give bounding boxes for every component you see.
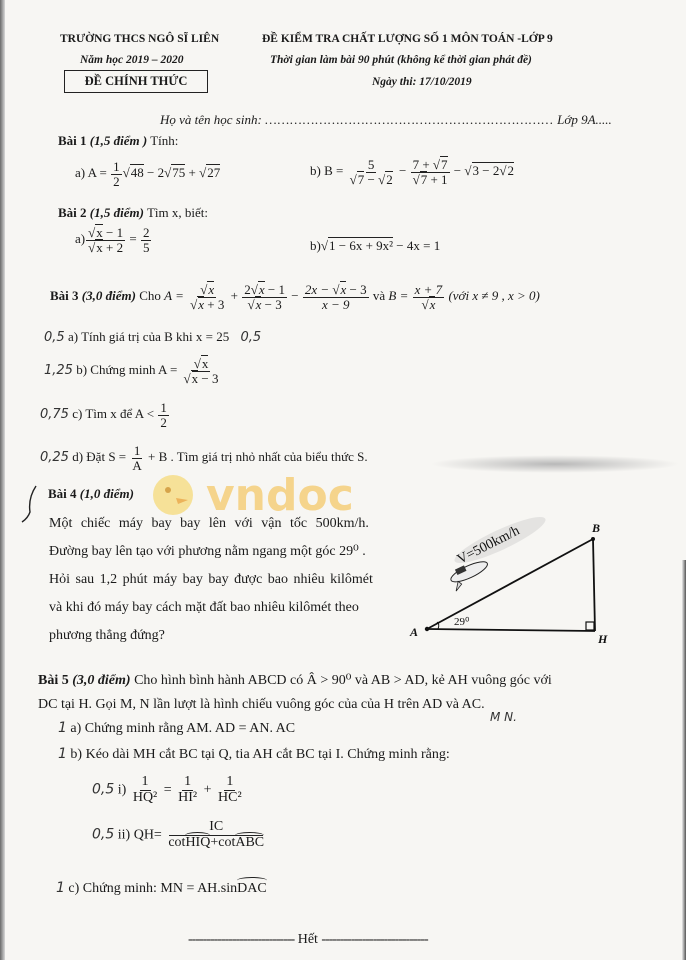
svg-text:V=500km/h: V=500km/h bbox=[455, 523, 523, 568]
handwritten-mn: M N. bbox=[490, 710, 517, 724]
student-name-dots: …………………………………………………………… bbox=[265, 112, 554, 127]
bai2-part-a: a) √ x − 1 √ x + 2 = $\frac{2}{5}$ bbox=[75, 226, 152, 254]
scan-edge-left bbox=[0, 0, 5, 960]
bai5-heading: Bài 5 (3,0 điểm) Cho hình bình hành ABCD có Â > 90⁰ và AB > AD, kẻ AH vuông góc với bbox=[38, 673, 552, 688]
svg-text:H: H bbox=[598, 632, 608, 646]
class-label: Lớp 9A..... bbox=[557, 112, 612, 127]
bai5-part-b-i: 0,5 i) $\frac{1}{\text{HQ²}}$ = $\frac{1}{\text{HI²}}$ + $\frac{1}{\text{HC²}}$ bbox=[92, 774, 242, 805]
svg-text:B: B bbox=[592, 521, 601, 535]
svg-text:vndoc: vndoc bbox=[206, 470, 354, 520]
bai3-heading: Bài 3 (3,0 điểm) Cho A = √ x √ x + 3 + 2 √ x − 1 √ x − 3 − $\frac{2x - √ x - 3}{x - 9}$ và B = x + 7 √ x (với x ≠ 9 , x > 0) bbox=[50, 283, 540, 311]
bai5-part-b-ii: 0,5 ii) QH= $\frac{IC}{\text{cotHIQ+cotABC}}$ bbox=[92, 819, 265, 850]
scan-smudge bbox=[430, 455, 680, 473]
bai1-part-b: b) B = 5 √ 7 − √ 2 − 7 + √ 7 √ 7 + 1 − √ 3 − 2 √ 2 bbox=[310, 158, 514, 186]
svg-text:29⁰: 29⁰ bbox=[454, 616, 470, 628]
student-name-label: Họ và tên học sinh: bbox=[160, 112, 262, 127]
bai2-part-b: b) √ 1 − 6x + 9x² − 4x = 1 bbox=[310, 238, 440, 254]
bai3-part-d: 0,25 d) Đặt S = $\frac{1}{A}$ + B . Tìm giá trị nhỏ nhất của biểu thức S. bbox=[40, 443, 368, 473]
school-name: TRƯỜNG THCS NGÔ SĨ LIÊN bbox=[60, 33, 220, 45]
end-marker: ----------------------------- Hết ----------------------------- bbox=[188, 932, 428, 947]
bai3-part-c: 0,75 c) Tìm x để A < $\frac{1}{2}$ bbox=[40, 400, 167, 430]
bai4-heading: Bài 4 (1,0 điểm) bbox=[48, 486, 134, 501]
bai5-intro-line2: DC tại H. Gọi M, N lần lượt là hình chiếu vuông góc của của H trên AD và AC. bbox=[38, 697, 485, 712]
bai1-part-a: a) A = $\frac{1}{2}$ √ 48 − 2 √ 75 + √ 27 bbox=[75, 160, 220, 188]
exam-duration: Thời gian làm bài 90 phút (không kể thời gian phát đề) bbox=[270, 54, 532, 66]
bai3-part-b: 1,25 b) Chứng minh A = √ x √ x − 3 bbox=[44, 357, 222, 385]
bai5-part-a: 1 a) Chứng minh rằng AM. AD = AN. AC bbox=[58, 720, 296, 736]
bai5-part-b: 1 b) Kéo dài MH cắt BC tại Q, tia AH cắt BC tại I. Chứng minh rằng: bbox=[58, 746, 450, 762]
student-name-field bbox=[160, 112, 612, 128]
bai2-heading: Bài 2 (1,5 điểm) Tìm x, biết: bbox=[58, 205, 208, 220]
grader-mark-bai4 bbox=[20, 484, 40, 529]
bai3-part-a: 0,5 a) Tính giá trị của B khi x = 25 0,5 bbox=[44, 329, 262, 345]
bai4-problem-text: Một chiếc máy bay bay lên với vận tốc 500km/h. Đường bay lên tạo với phương nằm ngang một góc 29⁰ . Hỏi sau 1,2 phút máy bay bay được bao nhiêu kilômét và khi đó máy bay cách mặt đất bao nhiêu kilômét theo phương thẳng đứng? bbox=[49, 516, 373, 643]
official-label: ĐỀ CHÍNH THỨC bbox=[64, 70, 208, 93]
bai4-triangle-figure bbox=[400, 510, 686, 655]
bai1-heading: Bài 1 (1,5 điểm ) Tính: bbox=[58, 133, 179, 148]
school-year: Năm học 2019 – 2020 bbox=[80, 54, 184, 66]
exam-date: Ngày thi: 17/10/2019 bbox=[372, 76, 472, 88]
svg-text:A: A bbox=[410, 625, 419, 639]
exam-title: ĐỀ KIỂM TRA CHẤT LƯỢNG SỐ 1 MÔN TOÁN -LỚP 9 bbox=[262, 33, 553, 45]
bai5-part-c: 1 c) Chứng minh: MN = AH.sinDAC bbox=[56, 880, 267, 896]
